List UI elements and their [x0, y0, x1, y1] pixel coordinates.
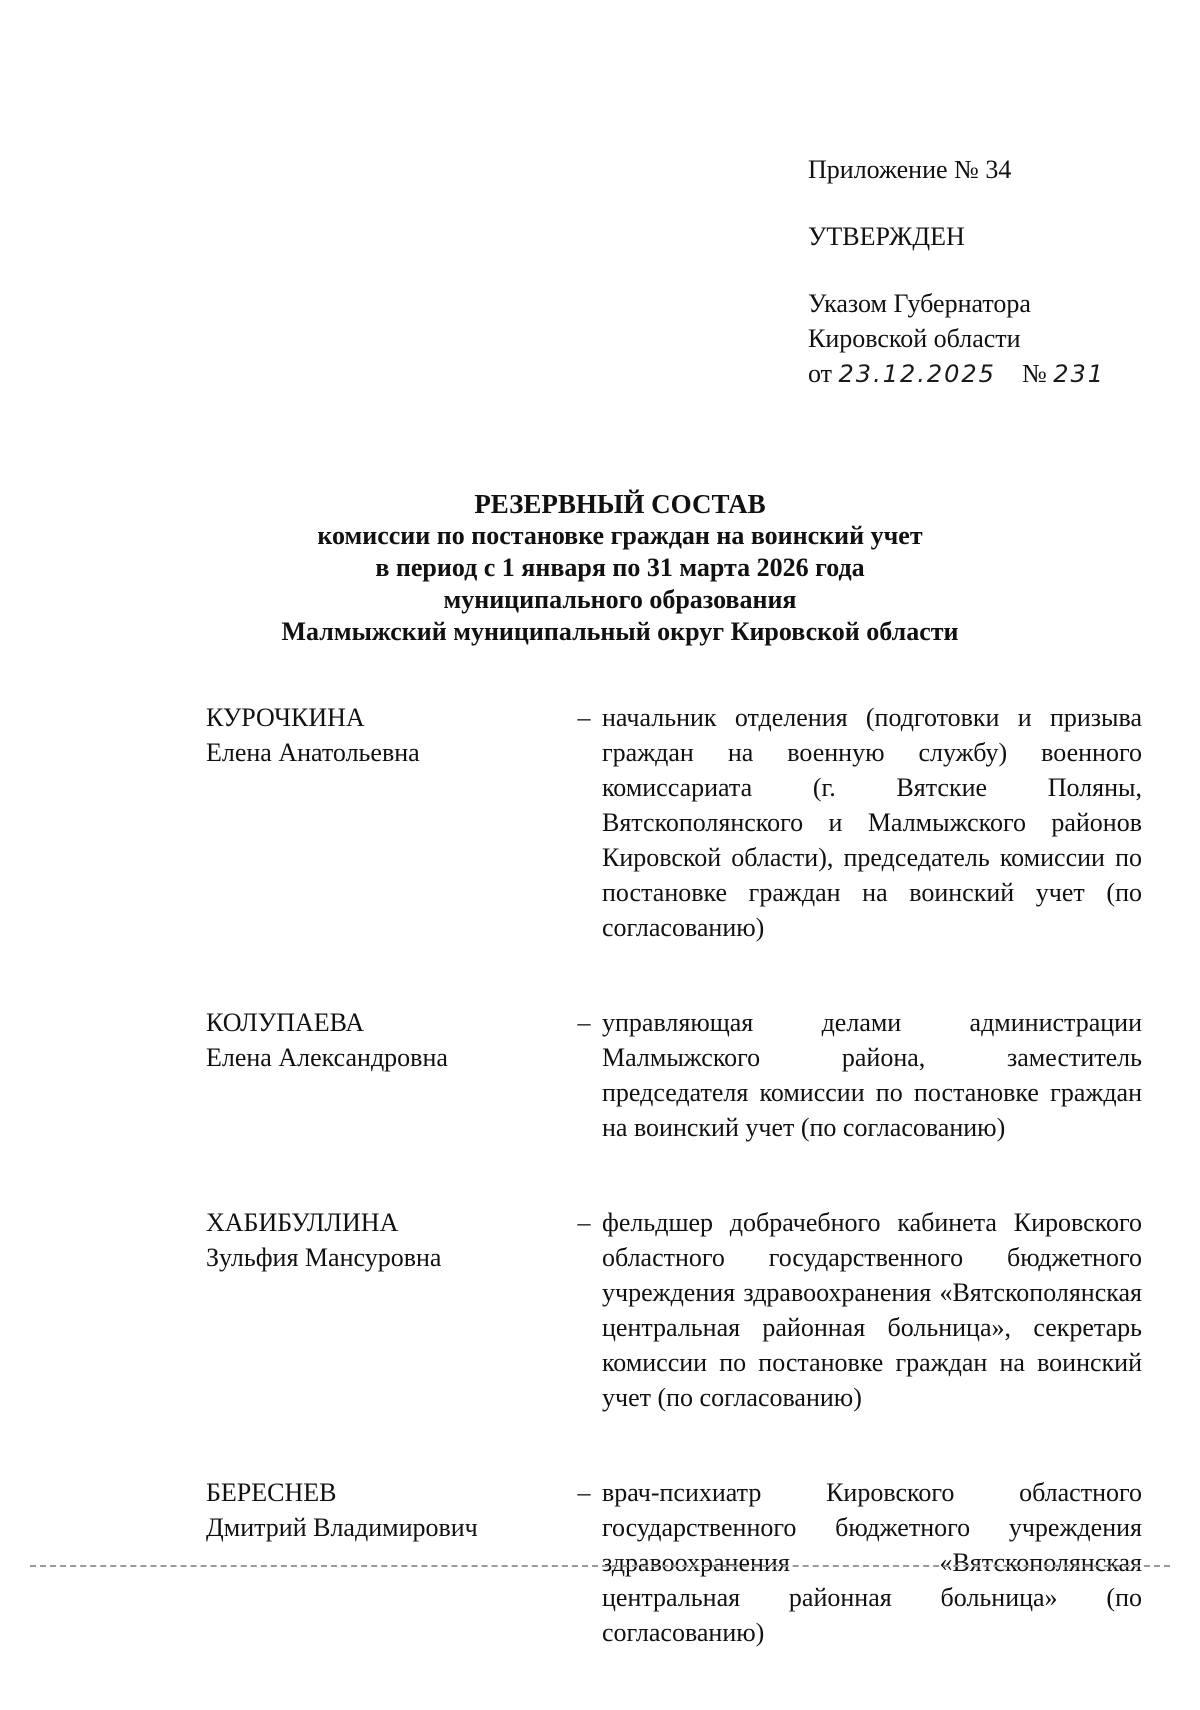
member-name [206, 1205, 566, 1415]
member-dash: – [577, 703, 591, 732]
member-list [206, 700, 1146, 1710]
document-heading [180, 488, 1060, 648]
member-given-name: Елена Александровна [206, 1043, 448, 1072]
appendix-number: Приложение № 34 [808, 155, 1012, 184]
member-entry [206, 1005, 1146, 1145]
member-dash: – [577, 1208, 591, 1237]
member-entry [206, 1205, 1146, 1415]
decree-line-1: Указом Губернатора [808, 289, 1031, 318]
heading-line-2: в период с 1 января по 31 марта 2026 года [375, 553, 865, 582]
member-entry [206, 1475, 1146, 1650]
scan-artifact-divider [30, 1565, 1170, 1567]
from-label: от [808, 359, 833, 388]
member-name [206, 700, 566, 945]
member-given-name: Елена Анатольевна [206, 738, 420, 767]
heading-line-1: комиссии по постановке граждан на воинский учет [317, 521, 923, 550]
member-surname: КОЛУПАЕВА [206, 1008, 365, 1037]
document-title: РЕЗЕРВНЫЙ СОСТАВ [474, 489, 766, 519]
member-entry [206, 700, 1146, 945]
member-role: фельдшер добрачебного кабинета Кировского областного государственного бюджетного учреждения здравоохранения «Вятскополянская центральная районная больница», секретарь комиссии по постановке граждан на воинский учет (по согласованию) [602, 1208, 1142, 1412]
member-surname: ХАБИБУЛЛИНА [206, 1208, 399, 1237]
appendix-block [808, 152, 1168, 392]
member-name [206, 1475, 566, 1650]
heading-line-4: Малмыжский муниципальный округ Кировской области [281, 617, 959, 646]
heading-line-3: муниципального образования [443, 585, 797, 614]
decree-date-line [808, 356, 1168, 392]
member-dash: – [577, 1478, 591, 1507]
decree-line-2: Кировской области [808, 324, 1021, 353]
member-name [206, 1005, 566, 1145]
member-surname: БЕРЕСНЕВ [206, 1478, 337, 1507]
approved-label: УТВЕРЖДЕН [808, 222, 965, 251]
member-role: врач-психиатр Кировского областного государственного бюджетного учреждения здравоохранения «Вятскополянская центральная районная больница» (по согласованию) [602, 1478, 1142, 1647]
member-role: начальник отделения (подготовки и призыва граждан на военную службу) военного комиссариата (г. Вятские Поляны, Вятскополянского и Малмыжского районов Кировской области), председатель комиссии по постановке граждан на воинский учет (по согласованию) [602, 703, 1142, 942]
member-given-name: Дмитрий Владимирович [206, 1513, 478, 1542]
decree-date: 23.12.2025 [838, 360, 996, 388]
member-given-name: Зульфия Мансуровна [206, 1243, 442, 1272]
member-role: управляющая делами администрации Малмыжского района, заместитель председателя комиссии по постановке граждан на воинский учет (по согласованию) [602, 1008, 1142, 1142]
number-label: № [1021, 359, 1047, 388]
decree-number: 231 [1053, 360, 1106, 388]
member-dash: – [577, 1008, 591, 1037]
member-surname: КУРОЧКИНА [206, 703, 365, 732]
